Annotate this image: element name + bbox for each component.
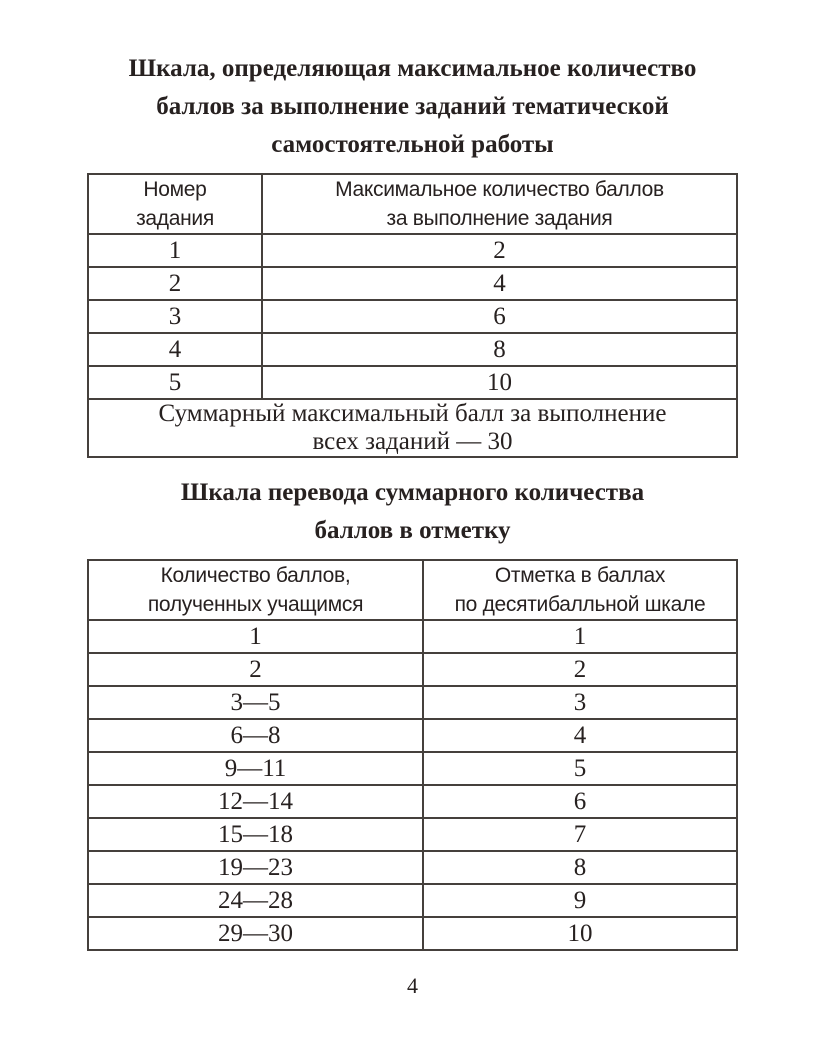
- score-conversion-table: [87, 559, 738, 951]
- section2-title: [0, 458, 825, 550]
- table-row: [88, 686, 737, 719]
- header-mark-ten-point-scale: [423, 560, 737, 620]
- header-task-number: [88, 174, 262, 234]
- header-line: полученных учащимся: [147, 593, 364, 616]
- task-number-cell: 4: [88, 333, 262, 366]
- table-row: [88, 719, 737, 752]
- header-line: Количество баллов,: [160, 564, 351, 587]
- points-range-cell: 19—23: [88, 851, 423, 884]
- points-range-cell: 6—8: [88, 719, 423, 752]
- page-number: 4: [407, 973, 418, 998]
- header-points-received: [88, 560, 423, 620]
- table-row: [88, 300, 737, 333]
- task-number-cell: 5: [88, 366, 262, 399]
- section1-title-line: баллов за выполнение заданий тематической: [156, 93, 669, 120]
- section1-title: [0, 0, 825, 164]
- points-range-cell: 1: [88, 620, 423, 653]
- task-number-cell: 1: [88, 234, 262, 267]
- mark-cell: 9: [423, 884, 737, 917]
- mark-cell: 3: [423, 686, 737, 719]
- table-row: [88, 785, 737, 818]
- mark-cell: 7: [423, 818, 737, 851]
- table-row: [88, 366, 737, 399]
- max-points-cell: 10: [262, 366, 737, 399]
- mark-cell: 5: [423, 752, 737, 785]
- header-line: Отметка в баллах: [494, 564, 666, 587]
- mark-cell: 6: [423, 785, 737, 818]
- max-points-table: [87, 173, 738, 458]
- max-points-cell: 6: [262, 300, 737, 333]
- table-row: [88, 333, 737, 366]
- max-points-cell: 2: [262, 234, 737, 267]
- task-number-cell: 3: [88, 300, 262, 333]
- table-row: [88, 884, 737, 917]
- section1-title-line: Шкала, определяющая максимальное количество: [128, 55, 697, 82]
- points-range-cell: 9—11: [88, 752, 423, 785]
- table-header-row: [88, 174, 737, 234]
- points-range-cell: 3—5: [88, 686, 423, 719]
- summary-line: Суммарный максимальный балл за выполнение: [158, 400, 667, 427]
- table-row: [88, 653, 737, 686]
- section2-title-line: Шкала перевода суммарного количества: [180, 479, 645, 506]
- header-line: по десятибалльной шкале: [454, 593, 706, 616]
- section1-title-line: самостоятельной работы: [271, 131, 554, 158]
- points-range-cell: 2: [88, 653, 423, 686]
- section2-title-line: баллов в отметку: [314, 517, 511, 544]
- header-line: Максимальное количество баллов: [335, 178, 664, 201]
- table-row: [88, 818, 737, 851]
- mark-cell: 8: [423, 851, 737, 884]
- points-range-cell: 24—28: [88, 884, 423, 917]
- table-footer-row: [88, 399, 737, 457]
- mark-cell: 2: [423, 653, 737, 686]
- task-number-cell: 2: [88, 267, 262, 300]
- table-row: [88, 234, 737, 267]
- header-line: задания: [136, 207, 214, 230]
- header-line: за выполнение задания: [386, 207, 613, 230]
- table-row: [88, 620, 737, 653]
- mark-cell: 1: [423, 620, 737, 653]
- summary-cell: [88, 399, 737, 457]
- table-row: [88, 267, 737, 300]
- max-points-cell: 4: [262, 267, 737, 300]
- table-header-row: [88, 560, 737, 620]
- points-range-cell: 12—14: [88, 785, 423, 818]
- table-row: [88, 917, 737, 950]
- mark-cell: 10: [423, 917, 737, 950]
- table-row: [88, 752, 737, 785]
- header-max-points: [262, 174, 737, 234]
- summary-line: всех заданий — 30: [312, 428, 513, 455]
- max-points-cell: 8: [262, 333, 737, 366]
- points-range-cell: 29—30: [88, 917, 423, 950]
- mark-cell: 4: [423, 719, 737, 752]
- header-line: Номер: [143, 178, 207, 201]
- points-range-cell: 15—18: [88, 818, 423, 851]
- table-row: [88, 851, 737, 884]
